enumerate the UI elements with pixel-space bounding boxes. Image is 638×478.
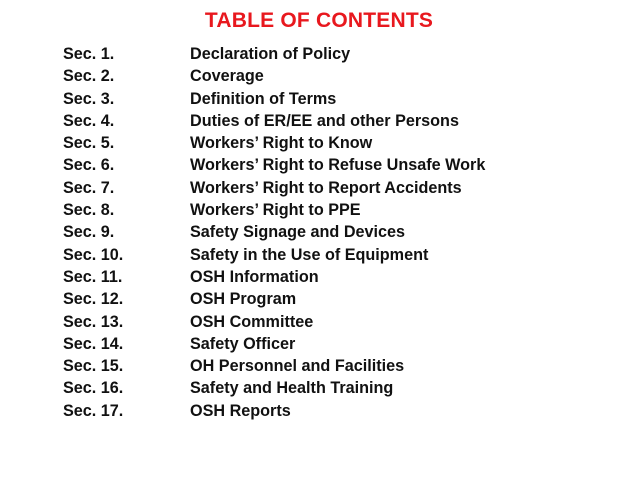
section-title: Safety Officer bbox=[190, 334, 296, 353]
section-title: Workers’ Right to Report Accidents bbox=[190, 178, 462, 197]
section-title: Duties of ER/EE and other Persons bbox=[190, 111, 459, 130]
section-number: Sec. 16. bbox=[63, 379, 124, 398]
toc-row bbox=[63, 288, 610, 310]
section-number: Sec. 4. bbox=[63, 111, 115, 130]
section-title: Safety Signage and Devices bbox=[190, 223, 406, 242]
section-number: Sec. 9. bbox=[63, 223, 115, 242]
section-number: Sec. 14. bbox=[63, 334, 124, 353]
section-title: Workers’ Right to PPE bbox=[190, 201, 361, 220]
section-title: OSH Reports bbox=[190, 401, 291, 420]
section-title: Workers’ Right to Refuse Unsafe Work bbox=[190, 156, 486, 175]
section-number: Sec. 8. bbox=[63, 201, 115, 220]
toc-row bbox=[63, 132, 610, 154]
section-number: Sec. 7. bbox=[63, 178, 115, 197]
section-number: Sec. 15. bbox=[63, 357, 124, 376]
toc-row bbox=[63, 355, 610, 377]
section-title: OSH Committee bbox=[190, 312, 314, 331]
table-of-contents bbox=[63, 43, 610, 422]
section-number: Sec. 5. bbox=[63, 134, 115, 153]
section-number: Sec. 6. bbox=[63, 156, 115, 175]
section-title: OH Personnel and Facilities bbox=[190, 357, 405, 376]
section-number: Sec. 17. bbox=[63, 401, 124, 420]
toc-row bbox=[63, 333, 610, 355]
section-title: OSH Program bbox=[190, 290, 297, 309]
section-title: Definition of Terms bbox=[190, 89, 337, 108]
toc-row bbox=[63, 377, 610, 399]
section-number: Sec. 1. bbox=[63, 45, 115, 63]
section-title: Safety and Health Training bbox=[190, 379, 394, 398]
section-title: Workers’ Right to Know bbox=[190, 134, 373, 153]
toc-row bbox=[63, 154, 610, 176]
section-title: Coverage bbox=[190, 67, 264, 86]
section-number: Sec. 2. bbox=[63, 67, 115, 86]
toc-row bbox=[63, 244, 610, 266]
section-number: Sec. 3. bbox=[63, 89, 115, 108]
toc-row bbox=[63, 65, 610, 87]
toc-row bbox=[63, 177, 610, 199]
toc-row bbox=[63, 199, 610, 221]
toc-row bbox=[63, 221, 610, 243]
section-title: Safety in the Use of Equipment bbox=[190, 245, 429, 264]
toc-row bbox=[63, 400, 610, 422]
section-number: Sec. 10. bbox=[63, 245, 124, 264]
section-number: Sec. 11. bbox=[63, 267, 123, 286]
toc-row bbox=[63, 43, 610, 65]
toc-row bbox=[63, 311, 610, 333]
section-number: Sec. 13. bbox=[63, 312, 124, 331]
toc-row bbox=[63, 88, 610, 110]
page-title: TABLE OF CONTENTS bbox=[204, 9, 434, 32]
toc-row bbox=[63, 266, 610, 288]
toc-row bbox=[63, 110, 610, 132]
section-title: OSH Information bbox=[190, 267, 319, 286]
section-title: Declaration of Policy bbox=[190, 45, 351, 63]
section-number: Sec. 12. bbox=[63, 290, 124, 309]
